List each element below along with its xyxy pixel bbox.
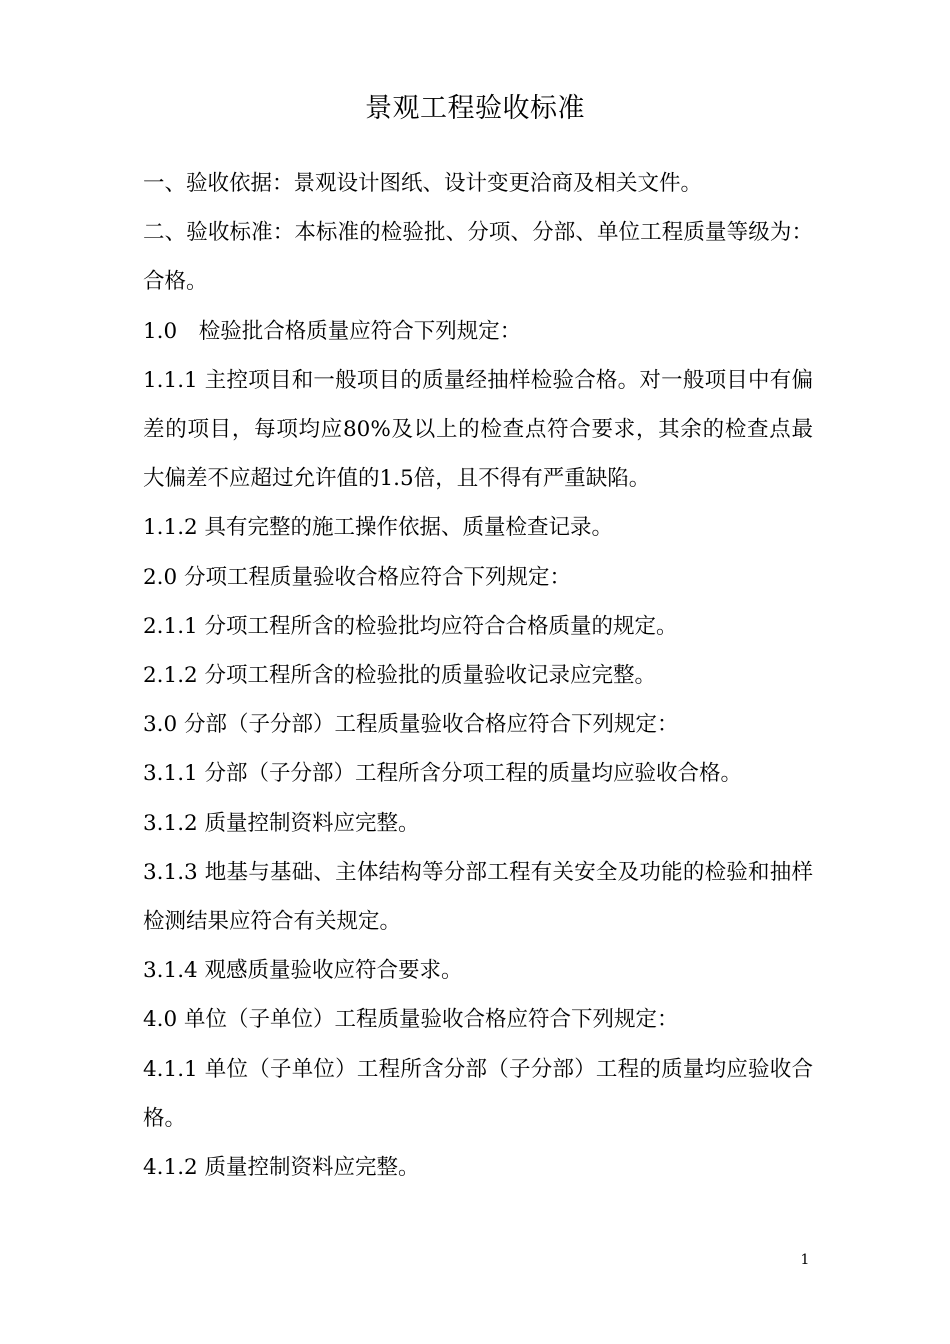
paragraph-4-1-2: 4.1.2 质量控制资料应完整。 — [143, 1155, 420, 1181]
paragraph-1-0: 1.0 检验批合格质量应符合下列规定： — [143, 318, 522, 344]
document-body — [143, 159, 813, 1192]
document-title: 景观工程验收标准 — [365, 93, 585, 124]
paragraph-2-1-2: 2.1.2 分项工程所含的检验批的质量验收记录应完整。 — [143, 663, 657, 689]
paragraph-3-1-4: 3.1.4 观感质量验收应符合要求。 — [143, 958, 463, 984]
paragraph-4-1-1: 4.1.1 单位（子单位）工程所含分部（子分部）工程的质量均应验收合格。 — [143, 1056, 813, 1131]
paragraph-4-0: 4.0 单位（子单位）工程质量验收合格应符合下列规定： — [143, 1007, 679, 1033]
paragraph-1-1-1: 1.1.1 主控项目和一般项目的质量经抽样检验合格。对一般项目中有偏差的项目，每项均应80%及以上的检查点符合要求，其余的检查点最大偏差不应超过允许值的1.5倍，且不得有严重缺陷。 — [143, 367, 813, 492]
paragraph-3-1-2: 3.1.2 质量控制资料应完整。 — [143, 810, 420, 836]
paragraph-acceptance-basis: 一、验收依据：景观设计图纸、设计变更洽商及相关文件。 — [143, 171, 703, 196]
paragraph-3-1-3: 3.1.3 地基与基础、主体结构等分部工程有关安全及功能的检验和抽样检测结果应符合有关规定。 — [143, 859, 813, 935]
paragraph-2-0: 2.0 分项工程质量验收合格应符合下列规定： — [143, 564, 572, 590]
paragraph-1-1-2: 1.1.2 具有完整的施工操作依据、质量检查记录。 — [143, 515, 614, 541]
paragraph-2-1-1: 2.1.1 分项工程所含的检验批均应符合合格质量的规定。 — [143, 613, 678, 639]
paragraph-acceptance-standard: 二、验收标准：本标准的检验批、分项、分部、单位工程质量等级为：合格。 — [143, 220, 813, 295]
paragraph-3-0: 3.0 分部（子分部）工程质量验收合格应符合下列规定： — [143, 712, 679, 738]
page-number: 1 — [800, 1252, 810, 1268]
paragraph-3-1-1: 3.1.1 分部（子分部）工程所含分项工程的质量均应验收合格。 — [143, 761, 743, 787]
